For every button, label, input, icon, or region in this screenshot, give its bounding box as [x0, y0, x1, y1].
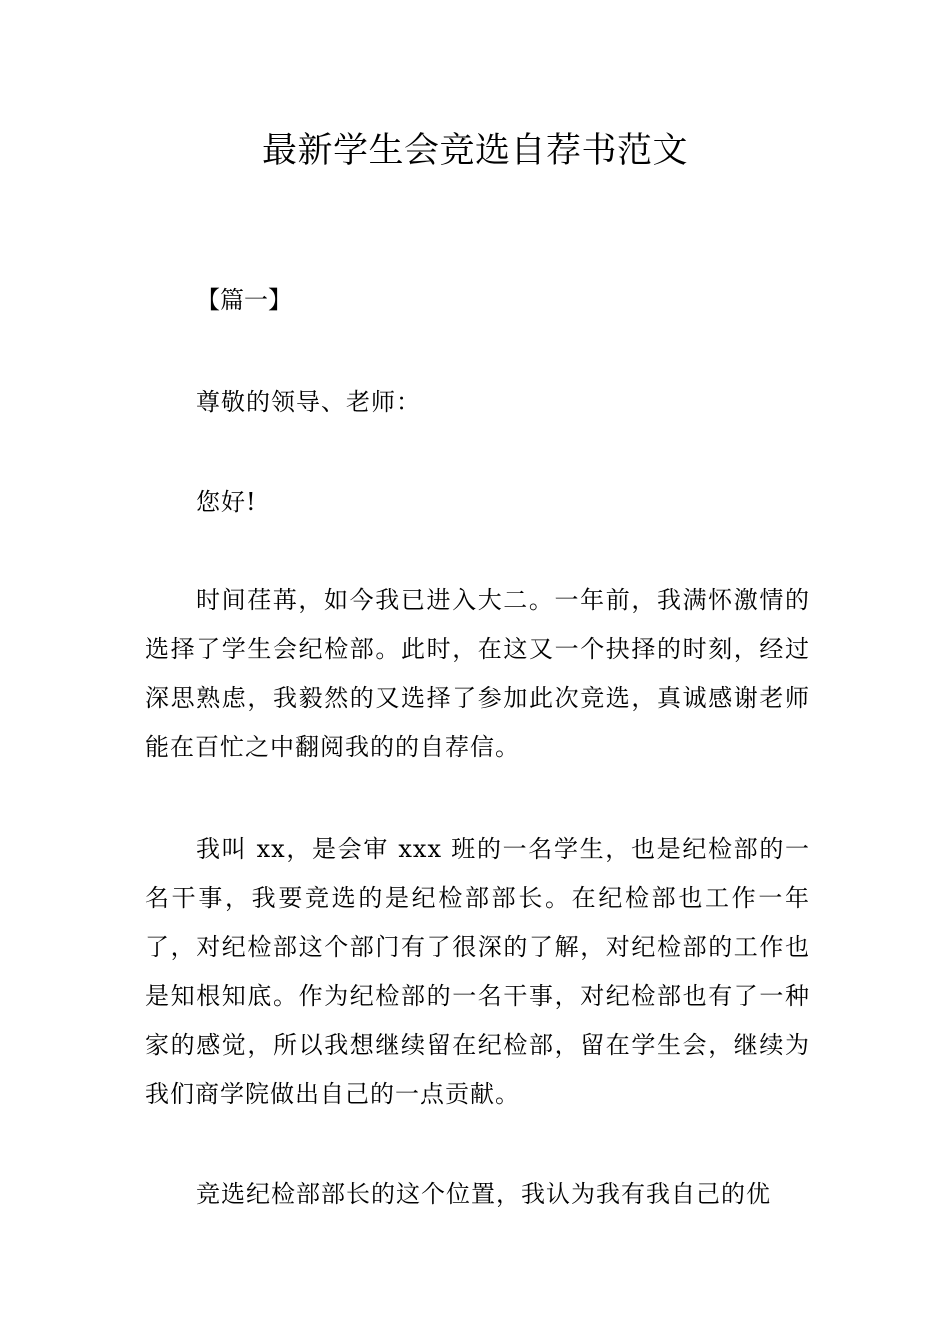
salutation: 尊敬的领导、老师：: [196, 388, 421, 416]
greeting: 您好!: [196, 488, 257, 516]
body-paragraph: 竞选纪检部部长的这个位置，我认为我有我自己的优: [196, 1180, 771, 1208]
body-paragraph: 时间荏苒，如今我已进入大二。一年前，我满怀激情的选择了学生会纪检部。此时，在这又一个抉择的时刻，经过深思熟虑，我毅然的又选择了参加此次竞选，真诚感谢老师能在百忙之中翻阅我的的自荐信。: [145, 586, 810, 761]
section-label: 【篇一】: [196, 286, 292, 314]
body-paragraph: 我叫 xx，是会审 xxx 班的一名学生，也是纪检部的一名干事，我要竞选的是纪检部部长。在纪检部也工作一年了，对纪检部这个部门有了很深的了解，对纪检部的工作也是知根知底。作为纪检部的一名干事，对纪检部也有了一种家的感觉，所以我想继续留在纪检部，留在学生会，继续为我们商学院做出自己的一点贡献。: [145, 835, 810, 1108]
document-title: 最新学生会竞选自荐书范文: [261, 131, 688, 171]
